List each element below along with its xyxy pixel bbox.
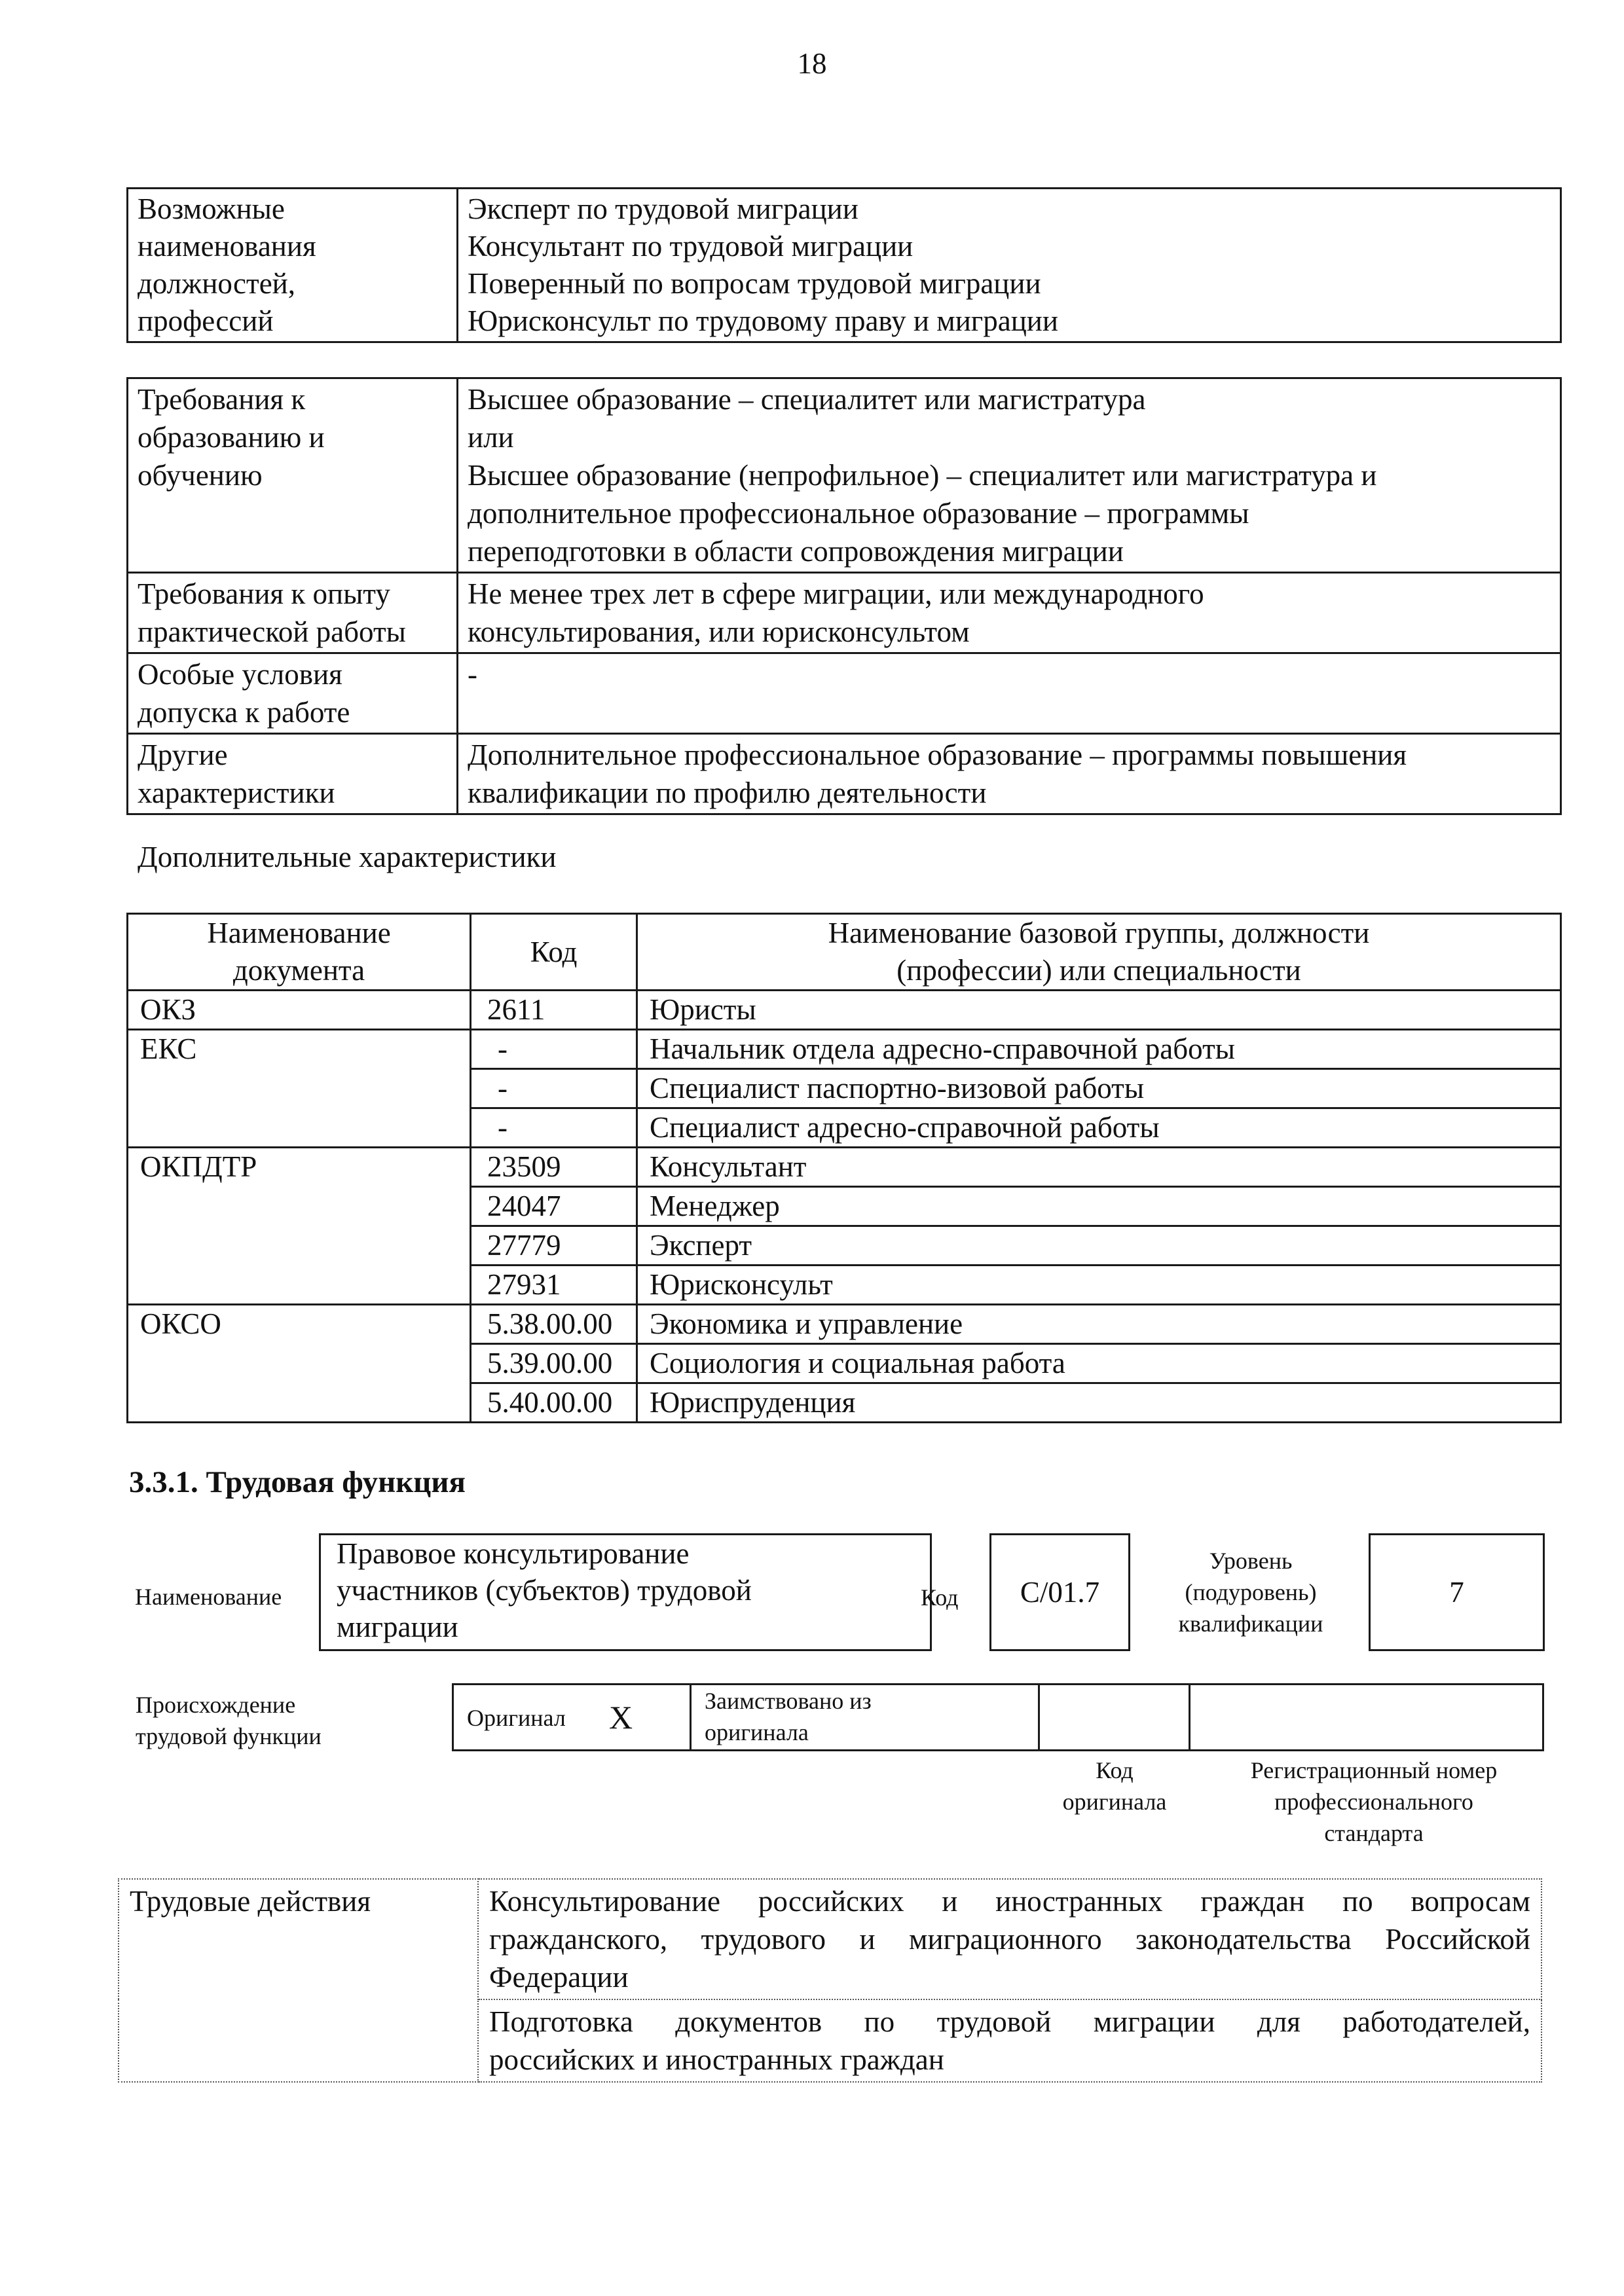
- qualification-level-box: 7: [1369, 1533, 1545, 1651]
- positions-label: Возможные наименования должностей, профессий: [128, 189, 458, 342]
- code-cell: 27779: [471, 1226, 637, 1266]
- code-cell: 5.38.00.00: [471, 1305, 637, 1344]
- labor-actions-label: Трудовые действия: [119, 1879, 478, 2082]
- list-item: Поверенный по вопросам трудовой миграции: [468, 267, 1041, 300]
- origin-divider: [1189, 1685, 1190, 1749]
- table-row: [128, 653, 1561, 734]
- qualification-level-label: Уровень (подуровень) квалификации: [1178, 1548, 1323, 1637]
- borrowed-label: Заимствовано из оригинала: [705, 1688, 872, 1745]
- original-code-caption: Код оригинала: [1062, 1757, 1167, 1815]
- positions-table: [126, 187, 1562, 343]
- function-code-label: Код: [921, 1584, 959, 1611]
- name-cell: Юриспруденция: [637, 1383, 1561, 1423]
- experience-value: Не менее трех лет в сфере миграции, или международного консультирования, или юрисконсультом: [458, 573, 1561, 653]
- labor-actions-table: [118, 1878, 1542, 2083]
- list-item: Консультант по трудовой миграции: [468, 230, 913, 263]
- doc-cell: ЕКС: [128, 1030, 471, 1148]
- additional-caption: Дополнительные характеристики: [138, 841, 557, 873]
- experience-label: Требования к опыту практической работы: [128, 573, 458, 653]
- labor-action-item: Консультирование российских и иностранных граждан по вопросам гражданского, трудового и миграционного законодательства Российской Федерации: [478, 1879, 1541, 1999]
- name-cell: Специалист паспортно-визовой работы: [637, 1069, 1561, 1108]
- admission-value: -: [458, 653, 1561, 734]
- education-value: Высшее образование – специалитет или магистратура или Высшее образование (непрофильное) – специалитет или магистратура и дополнительное профессиональное образование – программы переподготовки в области сопровождения миграции: [458, 378, 1561, 573]
- name-cell: Юристы: [637, 991, 1561, 1030]
- doc-cell: ОКПДТР: [128, 1148, 471, 1305]
- code-cell: 5.40.00.00: [471, 1383, 637, 1423]
- doc-cell: ОКСО: [128, 1305, 471, 1423]
- function-name-label: Наименование: [135, 1584, 282, 1610]
- table-row: [128, 573, 1561, 653]
- header-document: Наименование документа: [128, 914, 471, 991]
- name-cell: Менеджер: [637, 1187, 1561, 1226]
- name-cell: Специалист адресно-справочной работы: [637, 1108, 1561, 1148]
- code-cell: 23509: [471, 1148, 637, 1187]
- name-cell: Социология и социальная работа: [637, 1344, 1561, 1383]
- other-label: Другие характеристики: [128, 734, 458, 814]
- code-cell: 5.39.00.00: [471, 1344, 637, 1383]
- section-heading: 3.3.1. Трудовая функция: [129, 1465, 466, 1499]
- code-cell: 27931: [471, 1266, 637, 1305]
- name-cell: Эксперт: [637, 1226, 1561, 1266]
- registration-number-caption: Регистрационный номер профессионального стандарта: [1250, 1757, 1498, 1846]
- table-row: [128, 378, 1561, 573]
- code-cell: -: [471, 1108, 637, 1148]
- code-cell: 2611: [471, 991, 637, 1030]
- doc-cell: ОКЗ: [128, 991, 471, 1030]
- origin-divider: [690, 1685, 692, 1749]
- list-item: Юрисконсульт по трудовому праву и миграции: [468, 304, 1058, 337]
- other-value: Дополнительное профессиональное образование – программы повышения квалификации по профилю деятельности: [458, 734, 1561, 814]
- name-cell: Начальник отдела адресно-справочной работы: [637, 1030, 1561, 1069]
- admission-label: Особые условия допуска к работе: [128, 653, 458, 734]
- table-row: [128, 1148, 1561, 1187]
- table-row: [119, 1879, 1541, 1999]
- requirements-table: [126, 377, 1562, 815]
- original-label: Оригинал: [467, 1705, 566, 1731]
- code-cell: 24047: [471, 1187, 637, 1226]
- list-item: Эксперт по трудовой миграции: [468, 192, 858, 225]
- positions-values: [458, 189, 1561, 342]
- labor-action-item: Подготовка документов по трудовой миграции для работодателей, российских и иностранных граждан: [478, 1999, 1541, 2082]
- function-name-box: Правовое консультирование участников (субъектов) трудовой миграции: [319, 1533, 932, 1651]
- table-row: [128, 1305, 1561, 1344]
- table-row: [128, 189, 1561, 342]
- table-row: [128, 1030, 1561, 1069]
- origin-divider: [1038, 1685, 1040, 1749]
- page-number: 18: [797, 47, 827, 80]
- header-code: Код: [471, 914, 637, 991]
- code-cell: -: [471, 1069, 637, 1108]
- origin-label: Происхождение трудовой функции: [136, 1692, 322, 1749]
- table-row: [128, 734, 1561, 814]
- name-cell: Экономика и управление: [637, 1305, 1561, 1344]
- table-header-row: [128, 914, 1561, 991]
- code-cell: -: [471, 1030, 637, 1069]
- table-row: [128, 991, 1561, 1030]
- education-label: Требования к образованию и обучению: [128, 378, 458, 573]
- origin-row: [452, 1683, 1544, 1751]
- original-mark: X: [609, 1699, 633, 1736]
- header-name: Наименование базовой группы, должности (профессии) или специальности: [637, 914, 1561, 991]
- name-cell: Консультант: [637, 1148, 1561, 1187]
- function-code-box: C/01.7: [989, 1533, 1130, 1651]
- name-cell: Юрисконсульт: [637, 1266, 1561, 1305]
- additional-table: [126, 913, 1562, 1423]
